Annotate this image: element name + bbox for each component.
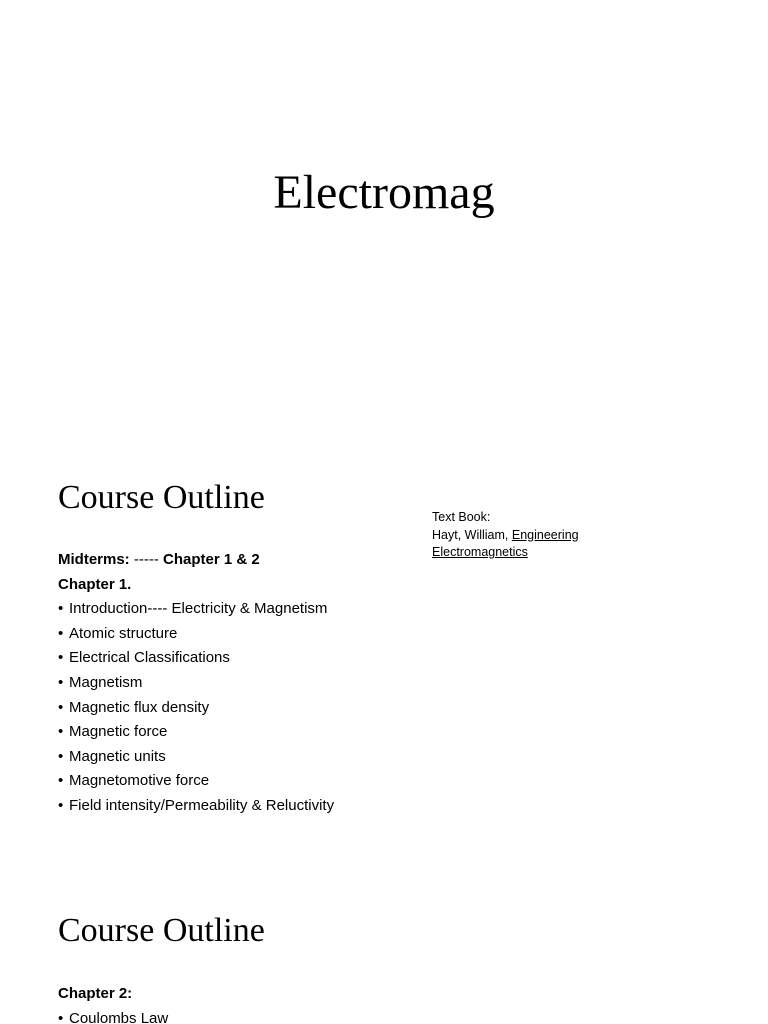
list-item: • Magnetomotive force [58,769,334,794]
section-heading-course-outline-2: Course Outline [58,912,265,949]
textbook-citation [432,527,632,545]
textbook-reference [432,509,632,562]
list-item: • Atomic structure [58,622,334,647]
list-item: • Electrical Classifications [58,646,334,671]
chapter-1-topic-list [58,597,334,818]
document-title: Electromag [273,166,495,219]
textbook-label: Text Book: [432,510,491,524]
textbook-author: Hayt, William, [432,527,512,542]
midterms-dashes: ----- [129,551,163,568]
textbook-title-link-line1[interactable]: Engineering [511,527,579,542]
midterms-label: Midterms: [58,551,130,568]
chapter-2-label: Chapter 2: [58,985,133,1002]
list-item: • Coulombs Law [58,1007,168,1024]
course-outline-content-1 [58,548,334,819]
chapter-2-topic-list [58,1007,168,1024]
list-item: • Field intensity/Permeability & Reluctivity [58,794,334,819]
chapter-1-label: Chapter 1. [58,575,132,593]
list-item: • Magnetic force [58,720,334,745]
course-outline-content-2 [58,982,168,1024]
list-item: • Magnetic units [58,745,334,770]
midterms-line [58,548,334,573]
textbook-title-link-line2[interactable]: Electromagnetics [432,545,528,559]
list-item: • Magnetic flux density [58,696,334,721]
midterms-chapters: Chapter 1 & 2 [163,551,260,568]
list-item: • Introduction---- Electricity & Magnetism [58,597,334,622]
list-item: • Magnetism [58,671,334,696]
section-heading-course-outline-1: Course Outline [58,479,265,516]
